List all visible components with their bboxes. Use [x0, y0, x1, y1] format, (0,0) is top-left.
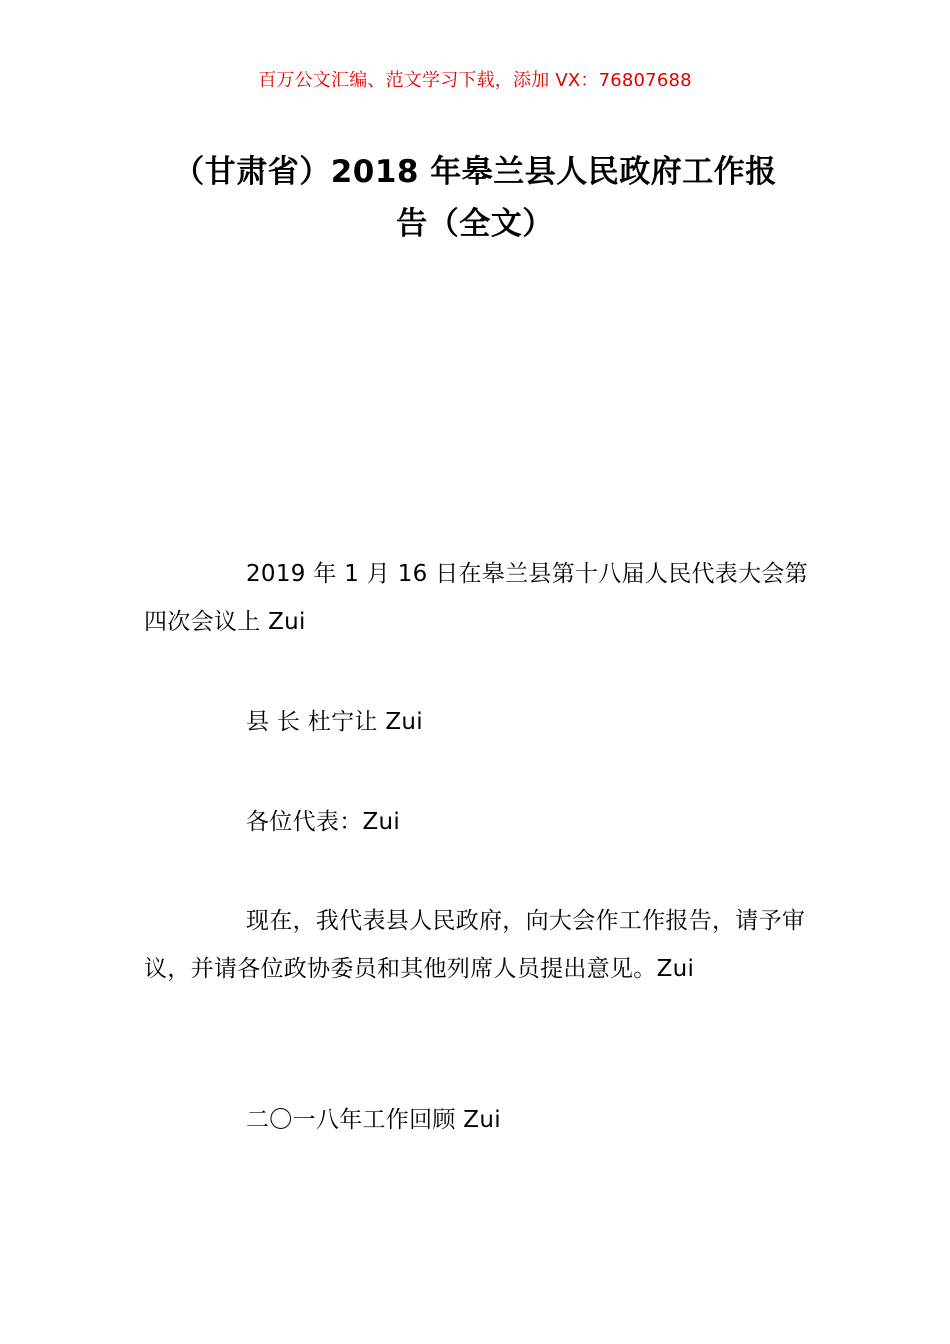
document-title — [120, 146, 830, 250]
section-heading-paragraph: 二〇一八年工作回顾 Zui — [246, 1107, 501, 1133]
intro-paragraph: 现在，我代表县人民政府，向大会作工作报告，请予审议，并请各位政协委员和其他列席人员提出意见。Zui — [144, 908, 806, 982]
title-line-1: （甘肃省）2018 年皋兰县人民政府工作报 — [173, 154, 777, 190]
salutation-paragraph: 各位代表：Zui — [246, 809, 401, 835]
meeting-info-paragraph: 2019 年 1 月 16 日在皋兰县第十八届人民代表大会第四次会议上 Zui — [144, 561, 808, 635]
title-line-2: 告（全文） — [396, 206, 554, 242]
speaker-paragraph: 县 长 杜宁让 Zui — [246, 709, 423, 735]
watermark-header: 百万公文汇编、范文学习下载，添加 VX：76807688 — [258, 70, 692, 91]
